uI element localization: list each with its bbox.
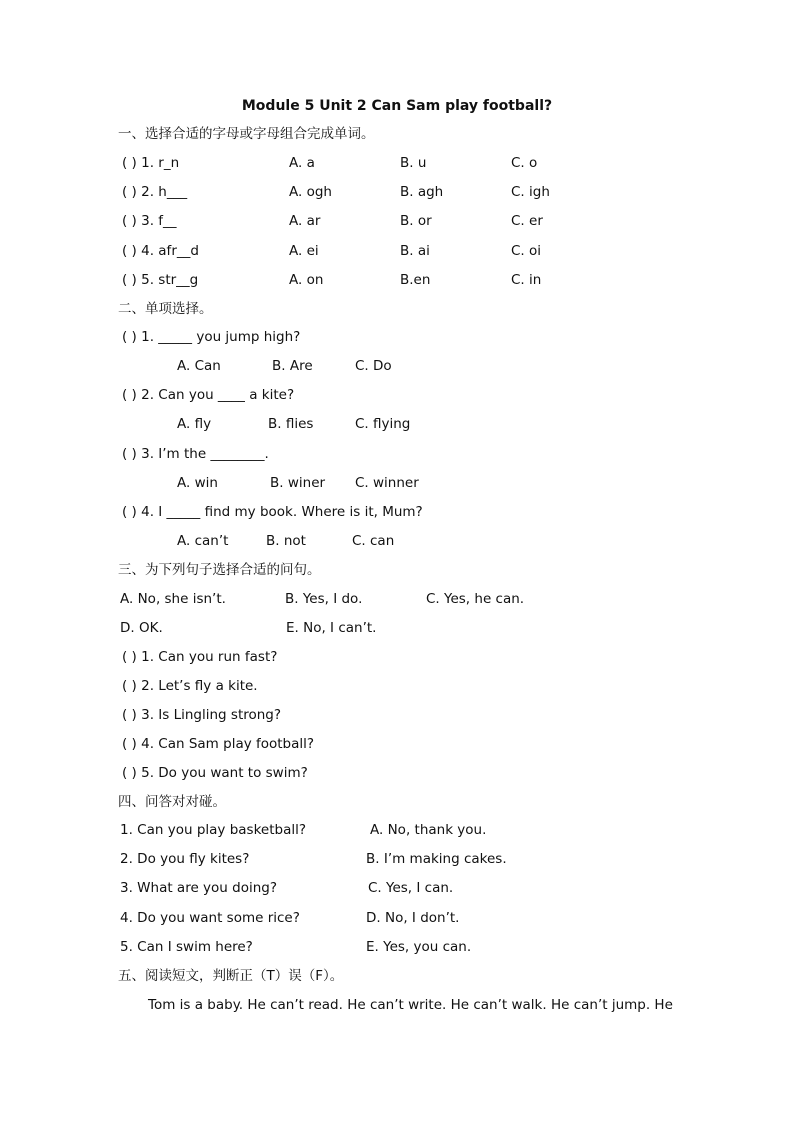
- s2-option-c: C. flying: [355, 416, 411, 432]
- s2-options-row: [0, 356, 794, 376]
- s4-question: 4. Do you want some rice?: [120, 910, 300, 926]
- s2-option-a: A. Can: [177, 358, 221, 374]
- s4-question: 5. Can I swim here?: [120, 939, 253, 955]
- s1-question-row: [0, 241, 794, 261]
- s2-option-b: B. flies: [268, 416, 314, 432]
- s3-question: ( ) 5. Do you want to swim?: [122, 765, 308, 781]
- s1-option-b: B.en: [400, 272, 431, 288]
- s2-option-b: B. winer: [270, 475, 326, 491]
- section-3-heading: 三、为下列句子选择合适的问句。: [118, 562, 321, 578]
- s1-question-stem: ( ) 5. str__g: [122, 272, 199, 288]
- s2-question-stem: ( ) 3. I’m the ________.: [122, 446, 269, 462]
- s1-option-a: A. ogh: [289, 184, 332, 200]
- s1-question-row: [0, 270, 794, 290]
- s4-answer: B. I’m making cakes.: [366, 851, 507, 867]
- s2-option-c: C. Do: [355, 358, 392, 374]
- section-1-heading: 一、选择合适的字母或字母组合完成单词。: [118, 126, 375, 142]
- s5-passage: Tom is a baby. He can’t read. He can’t write. He can’t walk. He can’t jump. He: [148, 997, 673, 1013]
- s1-option-b: B. ai: [400, 243, 430, 259]
- s2-option-a: A. fly: [177, 416, 212, 432]
- s1-option-c: C. er: [511, 213, 543, 229]
- s1-option-b: B. agh: [400, 184, 444, 200]
- s2-option-c: C. winner: [355, 475, 419, 491]
- s3-option: B. Yes, I do.: [285, 591, 363, 607]
- s1-question-row: [0, 211, 794, 231]
- s1-option-b: B. u: [400, 155, 427, 171]
- s4-answer: D. No, I don’t.: [366, 910, 460, 926]
- s4-match-row: [0, 878, 794, 898]
- s2-question-stem: ( ) 1. _____ you jump high?: [122, 329, 301, 345]
- s2-question-stem: ( ) 2. Can you ____ a kite?: [122, 387, 295, 403]
- s1-question-stem: ( ) 1. r_n: [122, 155, 180, 171]
- s4-match-row: [0, 820, 794, 840]
- s1-option-b: B. or: [400, 213, 432, 229]
- s1-option-c: C. o: [511, 155, 538, 171]
- s4-answer: E. Yes, you can.: [366, 939, 472, 955]
- s4-match-row: [0, 849, 794, 869]
- worksheet-title: Module 5 Unit 2 Can Sam play football?: [241, 98, 553, 114]
- s3-options-row: [0, 618, 794, 638]
- s3-option: E. No, I can’t.: [286, 620, 377, 636]
- s1-option-a: A. ar: [289, 213, 321, 229]
- s1-question-row: [0, 182, 794, 202]
- s3-option: A. No, she isn’t.: [120, 591, 226, 607]
- s2-option-c: C. can: [352, 533, 395, 549]
- s1-question-row: [0, 153, 794, 173]
- s1-question-stem: ( ) 4. afr__d: [122, 243, 199, 259]
- s2-options-row: [0, 531, 794, 551]
- s1-option-c: C. oi: [511, 243, 542, 259]
- section-5-heading: 五、阅读短文，判断正（T）误（F）。: [118, 968, 344, 984]
- s2-options-row: [0, 473, 794, 493]
- s1-option-a: A. on: [289, 272, 324, 288]
- s4-question: 1. Can you play basketball?: [120, 822, 307, 838]
- s1-question-stem: ( ) 3. f__: [122, 213, 177, 229]
- s2-option-b: B. Are: [272, 358, 313, 374]
- section-4-heading: 四、问答对对碰。: [118, 794, 226, 810]
- s2-options-row: [0, 414, 794, 434]
- s3-question: ( ) 1. Can you run fast?: [122, 649, 278, 665]
- s4-question: 3. What are you doing?: [120, 880, 278, 896]
- s2-option-a: A. can’t: [177, 533, 229, 549]
- s2-option-b: B. not: [266, 533, 306, 549]
- s4-question: 2. Do you fly kites?: [120, 851, 250, 867]
- s3-question: ( ) 4. Can Sam play football?: [122, 736, 315, 752]
- s2-question-stem: ( ) 4. I _____ find my book. Where is it, Mum?: [122, 504, 423, 520]
- s1-option-c: C. in: [511, 272, 542, 288]
- s3-options-row: [0, 589, 794, 609]
- s4-answer: C. Yes, I can.: [368, 880, 454, 896]
- s3-option: D. OK.: [120, 620, 163, 636]
- s1-option-a: A. ei: [289, 243, 319, 259]
- s3-question: ( ) 3. Is Lingling strong?: [122, 707, 282, 723]
- s3-option: C. Yes, he can.: [426, 591, 525, 607]
- s4-answer: A. No, thank you.: [370, 822, 487, 838]
- section-2-heading: 二、单项选择。: [118, 301, 213, 317]
- s2-option-a: A. win: [177, 475, 218, 491]
- s1-option-c: C. igh: [511, 184, 550, 200]
- s4-match-row: [0, 908, 794, 928]
- s3-question: ( ) 2. Let’s fly a kite.: [122, 678, 258, 694]
- s4-match-row: [0, 937, 794, 957]
- s1-option-a: A. a: [289, 155, 315, 171]
- s1-question-stem: ( ) 2. h___: [122, 184, 188, 200]
